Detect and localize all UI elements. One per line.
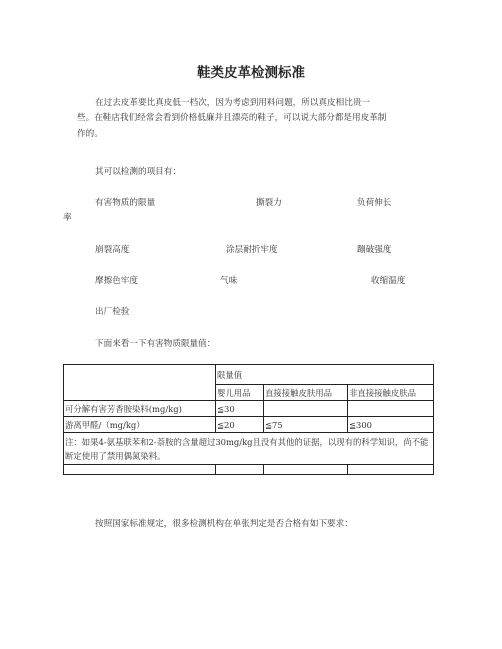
item-burst-height: 崩裂高度	[95, 245, 130, 255]
row-value: ≦300	[348, 417, 434, 433]
column-header-direct-contact: 直接接触皮肤用品	[264, 385, 348, 401]
table-row	[64, 401, 434, 417]
items-heading: 其可以检测的项目有：	[95, 167, 181, 177]
item-odor: 气味	[220, 276, 238, 286]
item-factory-inspection: 出厂检验	[95, 307, 130, 317]
item-load-elongation-wrap: 率	[63, 213, 72, 223]
row-label: 游离甲醛/（mg/kg）	[64, 417, 216, 433]
row-value: ≦30	[216, 401, 264, 417]
item-harmful-substances: 有害物质的限量	[95, 198, 156, 208]
table-empty-row	[64, 465, 434, 475]
row-value	[348, 401, 434, 417]
column-header-infant: 婴儿用品	[216, 385, 264, 401]
table-note-row	[64, 433, 434, 465]
intro-line-1: 在过去皮革要比真皮低一档次，因为考虑到用料问题，所以真皮相比贵一	[95, 98, 371, 108]
item-shrink-temp: 收缩温度	[371, 276, 406, 286]
row-value: ≦20	[216, 417, 264, 433]
table-row	[64, 417, 434, 433]
empty-cell	[264, 465, 348, 475]
item-rub-fastness: 摩擦色牢度	[95, 276, 138, 286]
item-load-elongation: 负荷伸长	[357, 198, 392, 208]
item-tear-force: 撕裂力	[256, 198, 282, 208]
item-coating-flex: 涂层耐折牢度	[226, 245, 278, 255]
table-intro: 下面来看一下有害物质限量值：	[95, 339, 216, 349]
column-header-indirect-contact: 非直接接触皮肤品	[348, 385, 434, 401]
table-note: 注：如果4-氨基联苯和2-萘胺的含量超过30mg/kg且没有其他的证据，以现有的科学知识，尚不能断定使用了禁用偶氮染料。	[64, 433, 434, 465]
intro-line-2: 些。在鞋店我们经常会看到价格低廉并且漂亮的鞋子，可以说大部分都是用皮革制	[77, 113, 387, 123]
row-value	[264, 401, 348, 417]
empty-cell	[64, 465, 216, 475]
table-corner-cell	[64, 365, 216, 401]
intro-line-3: 作的。	[77, 129, 103, 139]
page-title: 鞋类皮革检测标准	[197, 65, 305, 81]
item-burst-strength: 蹦破强度	[357, 245, 392, 255]
empty-cell	[348, 465, 434, 475]
limit-table	[63, 364, 434, 475]
table-limit-header: 限量值	[216, 365, 434, 385]
row-label: 可分解有害芳香胺染料(mg/kg)	[64, 401, 216, 417]
table-header-row-1	[64, 365, 434, 385]
empty-cell	[216, 465, 264, 475]
row-value: ≦75	[264, 417, 348, 433]
closing-paragraph: 按照国家标准规定，很多检测机构在单张判定是否合格有如下要求：	[95, 519, 353, 529]
